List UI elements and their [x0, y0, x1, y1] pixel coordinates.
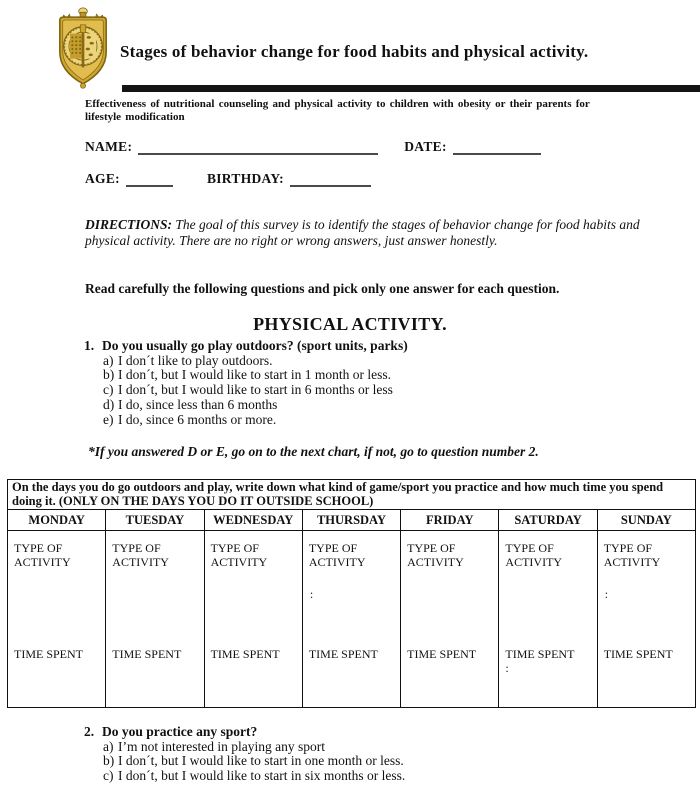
- time-spent-label: [505, 647, 594, 675]
- option-letter: e): [103, 411, 114, 427]
- type-of-activity-label: TYPE OF ACTIVITY: [603, 541, 661, 569]
- question-2-number: 2.: [84, 724, 95, 739]
- day-header-thursday: THURSDAY: [302, 510, 400, 531]
- age-input-line[interactable]: [126, 170, 173, 187]
- name-date-row: [85, 138, 541, 155]
- university-crest-logo: [54, 7, 112, 91]
- activity-table: [7, 479, 696, 708]
- day-header-wednesday: WEDNESDAY: [204, 510, 302, 531]
- type-of-activity-label: TYPE OF ACTIVITY: [112, 541, 169, 569]
- time-spent-label: [407, 647, 496, 661]
- day-header-friday: FRIDAY: [401, 510, 499, 531]
- directions-label: DIRECTIONS:: [85, 217, 173, 232]
- time-spent-label: [309, 647, 398, 661]
- time-text: TIME SPENT: [308, 647, 378, 661]
- day-header-saturday: SATURDAY: [499, 510, 597, 531]
- type-of-activity-label: TYPE OF ACTIVITY: [308, 541, 366, 569]
- title-divider: [122, 85, 700, 92]
- option-text: I’m not interested in playing any sport: [118, 738, 325, 754]
- question-1-text: [84, 339, 408, 354]
- option-letter: a): [103, 738, 114, 754]
- day-header-row: [8, 510, 696, 531]
- type-of-activity-label: TYPE OF ACTIVITY: [505, 541, 563, 569]
- birthday-input-line[interactable]: [290, 170, 371, 187]
- type-of-activity-label: TYPE OF ACTIVITY: [407, 541, 464, 569]
- birthday-label: BIRTHDAY:: [206, 171, 284, 186]
- question-1-option-e[interactable]: [103, 413, 408, 428]
- question-1-note: *If you answered D or E, go on to the next chart, if not, go to question number 2.: [88, 444, 539, 459]
- question-2: [84, 725, 405, 784]
- option-letter: a): [103, 352, 114, 368]
- activity-cell-saturday[interactable]: [499, 531, 597, 708]
- page-title: Stages of behavior change for food habits and physical activity.: [120, 42, 589, 61]
- question-2-option-b[interactable]: [103, 754, 405, 769]
- option-text: I don´t, but I would like to start in six months or less.: [118, 768, 406, 784]
- option-letter: c): [103, 768, 114, 784]
- option-letter: d): [103, 396, 115, 412]
- caption-text: On the days you do go outdoors and play, write down what kind of game/sport you practice and how much time you spend doing it.: [12, 480, 664, 508]
- age-birthday-row: [85, 170, 371, 187]
- activity-table-caption-row: [8, 480, 696, 510]
- study-subtitle: Effectiveness of nutritional counseling and physical activity to children with obesity or their parents for lifestyle modification: [85, 98, 590, 123]
- option-letter: b): [103, 367, 115, 383]
- activity-cell-monday[interactable]: [8, 531, 106, 708]
- date-input-line[interactable]: [453, 138, 541, 155]
- question-1-option-c[interactable]: [103, 383, 408, 398]
- option-letter: b): [103, 753, 115, 769]
- day-header-monday: MONDAY: [8, 510, 106, 531]
- question-1-number: 1.: [84, 338, 95, 353]
- question-1-option-d[interactable]: [103, 398, 408, 413]
- question-1-option-a[interactable]: [103, 354, 408, 369]
- time-spent-label: [604, 647, 693, 661]
- caption-caps: (ONLY ON THE DAYS YOU DO IT OUTSIDE SCHOOL): [58, 493, 374, 508]
- question-2-label: Do you practice any sport?: [102, 724, 258, 739]
- date-label: DATE:: [404, 139, 447, 154]
- day-header-tuesday: TUESDAY: [106, 510, 204, 531]
- type-colon: :: [309, 587, 314, 601]
- option-text: I don´t like to play outdoors.: [118, 352, 273, 368]
- option-text: I don´t, but I would like to start in one month or less.: [118, 753, 404, 769]
- day-header-sunday: SUNDAY: [597, 510, 695, 531]
- activity-body-row: [8, 531, 696, 708]
- name-label: NAME:: [85, 139, 133, 154]
- section-title-physical-activity: PHYSICAL ACTIVITY.: [253, 314, 447, 334]
- age-label: AGE:: [85, 171, 120, 186]
- question-1: [84, 339, 408, 427]
- name-input-line[interactable]: [138, 138, 378, 155]
- option-text: I don´t, but I would like to start in 6 months or less: [118, 382, 393, 398]
- type-of-activity-label: TYPE OF ACTIVITY: [14, 541, 71, 569]
- question-2-option-c[interactable]: [103, 769, 405, 784]
- activity-cell-friday[interactable]: [401, 531, 499, 708]
- activity-table-caption: [8, 480, 696, 510]
- instructions-line: Read carefully the following questions and pick only one answer for each question.: [85, 281, 560, 296]
- time-text: TIME SPENT: [112, 647, 182, 661]
- option-text: I do, since less than 6 months: [118, 396, 278, 412]
- option-letter: c): [103, 382, 114, 398]
- activity-cell-thursday[interactable]: [302, 531, 400, 708]
- time-colon: :: [505, 661, 509, 675]
- question-2-option-a[interactable]: [103, 740, 405, 755]
- question-1-option-b[interactable]: [103, 368, 408, 383]
- time-text: TIME SPENT: [210, 647, 280, 661]
- option-text: I do, since 6 months or more.: [118, 411, 277, 427]
- time-text: TIME SPENT: [14, 647, 83, 661]
- time-text: TIME SPENT: [603, 647, 673, 661]
- directions-text: The goal of this survey is to identify the stages of behavior change for food habits and physical activity. There are no right or wrong answers, just answer honestly.: [85, 217, 640, 248]
- activity-cell-wednesday[interactable]: [204, 531, 302, 708]
- question-1-label: Do you usually go play outdoors? (sport units, parks): [102, 338, 408, 353]
- type-colon: :: [604, 587, 609, 601]
- directions-paragraph: [85, 217, 673, 248]
- time-text: TIME SPENT: [505, 647, 575, 661]
- crest-crown: [80, 25, 85, 33]
- option-text: I don´t, but I would like to start in 1 month or less.: [118, 367, 391, 383]
- activity-cell-tuesday[interactable]: [106, 531, 204, 708]
- type-of-activity-label: TYPE OF ACTIVITY: [210, 541, 268, 569]
- time-spent-label: [14, 647, 103, 661]
- time-text: TIME SPENT: [407, 647, 477, 661]
- time-spent-label: [112, 647, 201, 661]
- time-spent-label: [211, 647, 300, 661]
- question-2-text: [84, 725, 405, 740]
- crest-tip: [80, 83, 85, 88]
- activity-cell-sunday[interactable]: [597, 531, 695, 708]
